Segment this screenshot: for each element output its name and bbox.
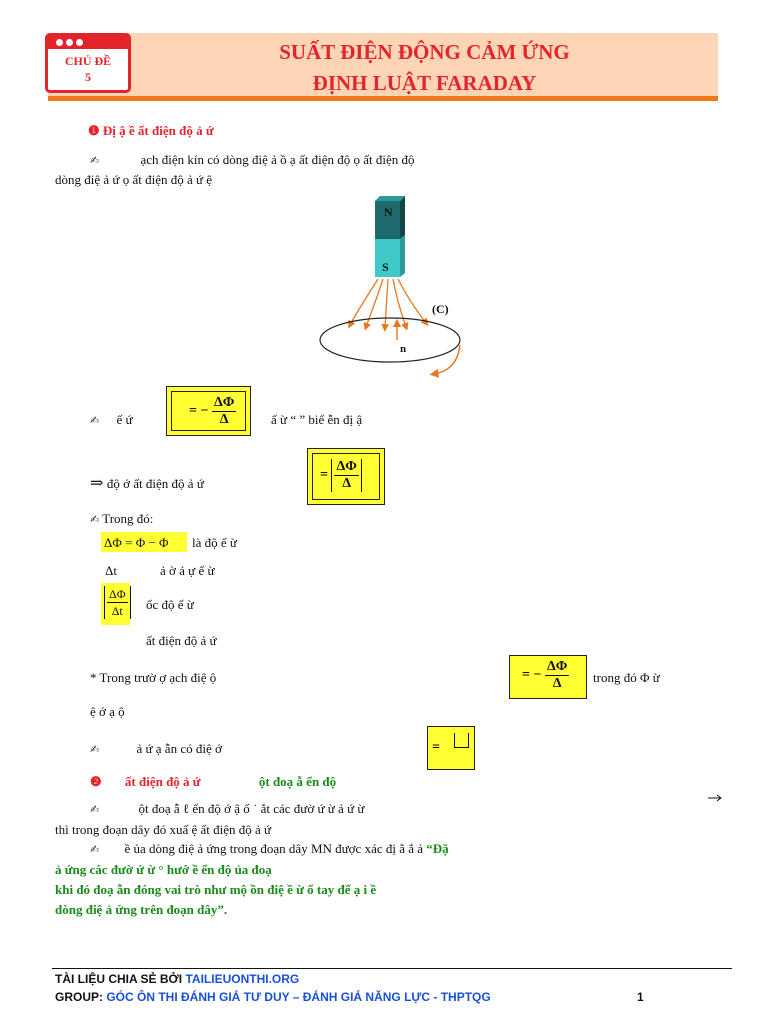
pen-icon: ✍ — [90, 513, 100, 526]
magnitude-numerator: ΔΦ — [336, 459, 357, 474]
current-formula-box — [427, 726, 475, 770]
current-note-text: ả ứ ạ ẫn có điệ ớ — [136, 741, 222, 756]
emf-text: ất điện độ ả ứ — [146, 633, 217, 648]
section1-heading — [88, 123, 214, 139]
section2-para2-line1-text: ề ủa dòng điệ ả ứng trong đoạn dây MN được xác đị ằ ắ ả — [124, 841, 424, 856]
field-lines — [350, 279, 426, 328]
footer-group-link[interactable]: GÓC ÔN THI ĐÁNH GIÁ TƯ DUY – ĐÁNH GIÁ NĂNG LỰC - THPTQG — [106, 990, 491, 1004]
delta-t-text: ả ờ ả ự ế ừ — [160, 563, 215, 578]
current-direction-arrow — [434, 345, 460, 374]
turns-text-right: trong đó Φ ừ — [593, 670, 660, 685]
turns-text-left: * Trong trườ ợ ạch điệ ộ — [90, 670, 217, 685]
footer-line2-label: GROUP: — [55, 990, 103, 1004]
footer-site-link[interactable]: TAILIEUONTHI.ORG — [185, 972, 300, 986]
footer-rule — [52, 968, 732, 969]
turns-formula-denominator: Δ — [552, 676, 562, 691]
footer-line1-label: TÀI LIỆU CHIA SẺ BỞI — [55, 972, 183, 986]
pen-icon: ✍ — [90, 843, 100, 856]
where-heading-text: Trong đó: — [102, 511, 154, 526]
pen-icon: ✍ — [90, 154, 100, 167]
section2-para2-line1-green: “Đặ — [426, 841, 449, 856]
page-title-line2: ĐỊNH LUẬT FARADAY — [312, 71, 537, 95]
normal-label: n — [400, 343, 407, 355]
section2-para1-line1 — [90, 801, 364, 817]
delta-t-symbol: Δt — [105, 563, 117, 578]
magnitude-denominator: Δ — [342, 476, 352, 491]
turns-formula-eq: = − — [522, 667, 542, 683]
magnitude-text: độ ớ ất điện độ ả ứ — [106, 476, 204, 491]
formula-denominator: Δ — [219, 412, 229, 427]
header-rule — [48, 96, 718, 101]
law-text-left — [90, 412, 133, 428]
current-formula-eq: = — [432, 740, 440, 755]
velocity-vector-arrow — [707, 794, 723, 802]
section1-para-line2: dòng điệ ả ứ ọ ất điện độ ả ứ ệ — [55, 172, 213, 187]
section2-bullet: ❷ — [90, 774, 102, 789]
section1-para-line1-text: ạch điện kín có dòng điệ ả ồ ạ ất điện độ ọ ất điện độ — [140, 152, 415, 167]
section2-heading-red: ất điện độ ả ứ — [124, 774, 201, 789]
rate-text: ốc độ ế ừ — [146, 597, 194, 612]
section2-para2-line2: ả ứng các đườ ứ ừ ° hướ ề ển độ ủa đoạ — [55, 862, 272, 877]
magnet-coil-figure — [300, 195, 480, 380]
badge-label: CHỦ ĐỀ — [64, 54, 112, 68]
pen-icon: ✍ — [90, 803, 100, 816]
topic-badge — [45, 33, 131, 93]
current-note — [90, 741, 222, 757]
section2-para2-line1 — [90, 841, 449, 857]
badge-dots — [48, 36, 128, 49]
magnet-north-label: N — [384, 205, 393, 219]
section2-heading-green: ột đoạ ẫ ển độ — [258, 774, 337, 789]
faraday-formula-box — [166, 386, 251, 436]
magnitude-line — [90, 473, 204, 493]
turns-formula-box — [509, 655, 587, 699]
pen-icon: ✍ — [90, 414, 100, 427]
turns-line2: ệ ớ ạ ộ — [90, 704, 125, 719]
magnitude-formula-box — [307, 448, 385, 505]
coil-label: (C) — [432, 302, 449, 316]
page-number: 1 — [637, 990, 644, 1004]
rate-numerator: ΔΦ — [109, 587, 126, 601]
law-text-left-text: ế ứ — [116, 412, 133, 427]
pen-icon: ✍ — [90, 743, 100, 756]
section2-para1-line2: thì trong đoạn dây đó xuấ ệ ất điện độ ả ứ — [55, 822, 272, 837]
implies-arrow: ⇒ — [90, 475, 104, 492]
section2-para2-line4: dòng điệ ả ứng trên đoạn dây”. — [55, 902, 228, 917]
section2-heading — [90, 774, 336, 790]
footer-line1 — [55, 972, 299, 986]
badge-number: 5 — [85, 70, 91, 84]
delta-phi-text: là độ ế ừ — [192, 535, 237, 550]
coil-loop — [320, 318, 460, 362]
section1-bullet: ❶ — [88, 123, 100, 138]
rate-denominator: Δt — [111, 604, 123, 618]
formula-eq: = − — [189, 403, 209, 419]
footer-line2 — [55, 990, 491, 1004]
turns-formula-numerator: ΔΦ — [546, 659, 568, 674]
magnet-south-label: S — [382, 260, 389, 274]
law-text-right: ấ ừ “ ” biể ễn đị ậ — [271, 412, 363, 427]
rate-formula — [104, 586, 131, 619]
page-title-line1: SUẤT ĐIỆN ĐỘNG CẢM ỨNG — [279, 40, 570, 64]
section2-para2-line3: khi đó đoạ ẫn đóng vai trò như mộ ồn điệ ề ừ ổ tay đế ạ i ề — [55, 882, 377, 897]
where-heading — [90, 511, 153, 527]
section2-para1-line1-text: ột đoạ ẫ ℓ ển độ ớ ậ ố ˙ ắt các đườ ứ ừ ả ứ ừ — [138, 801, 365, 816]
magnitude-eq: = — [320, 467, 328, 483]
section1-para-line1 — [90, 152, 414, 168]
section1-heading-text: Đị ậ ề ất điện độ ả ứ — [102, 123, 214, 138]
delta-phi-formula: ΔΦ = Φ − Φ — [104, 535, 169, 550]
formula-numerator: ΔΦ — [213, 395, 235, 410]
